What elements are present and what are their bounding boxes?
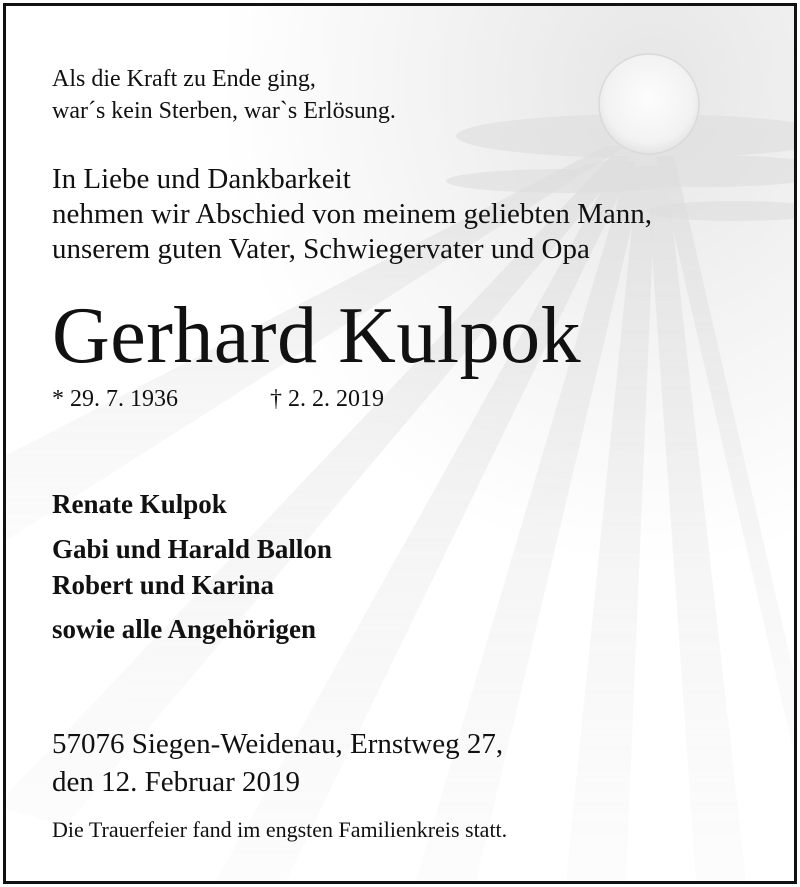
funeral-note: Die Trauerfeier fand im engsten Familienkreis statt. xyxy=(52,817,508,842)
poem-line: Als die Kraft zu Ende ging, xyxy=(52,66,316,92)
farewell-intro xyxy=(52,162,652,267)
poem-verse xyxy=(52,63,396,127)
obituary-card xyxy=(3,3,797,884)
mourner-name: sowie alle Angehörigen xyxy=(52,614,316,644)
poem-line: war´s kein Sterben, war`s Erlösung. xyxy=(52,98,396,124)
mourners-list xyxy=(52,489,332,650)
date-line: den 12. Februar 2019 xyxy=(52,766,301,798)
mourner-name: Gabi und Harald Ballon xyxy=(52,534,332,564)
intro-line: In Liebe und Dankbarkeit xyxy=(52,163,351,195)
mourner-name: Robert und Karina xyxy=(52,570,275,600)
birth-date: * 29. 7. 1936 xyxy=(52,386,178,412)
life-dates xyxy=(52,386,384,414)
deceased-name: Gerhard Kulpok xyxy=(52,292,582,380)
address-block xyxy=(52,725,503,801)
intro-line: unserem guten Vater, Schwiegervater und Opa xyxy=(52,233,590,265)
address-line: 57076 Siegen-Weidenau, Ernstweg 27, xyxy=(52,728,504,760)
death-date: † 2. 2. 2019 xyxy=(270,386,384,412)
intro-line: nehmen wir Abschied von meinem geliebten Mann, xyxy=(52,198,652,230)
mourner-name: Renate Kulpok xyxy=(52,489,227,519)
